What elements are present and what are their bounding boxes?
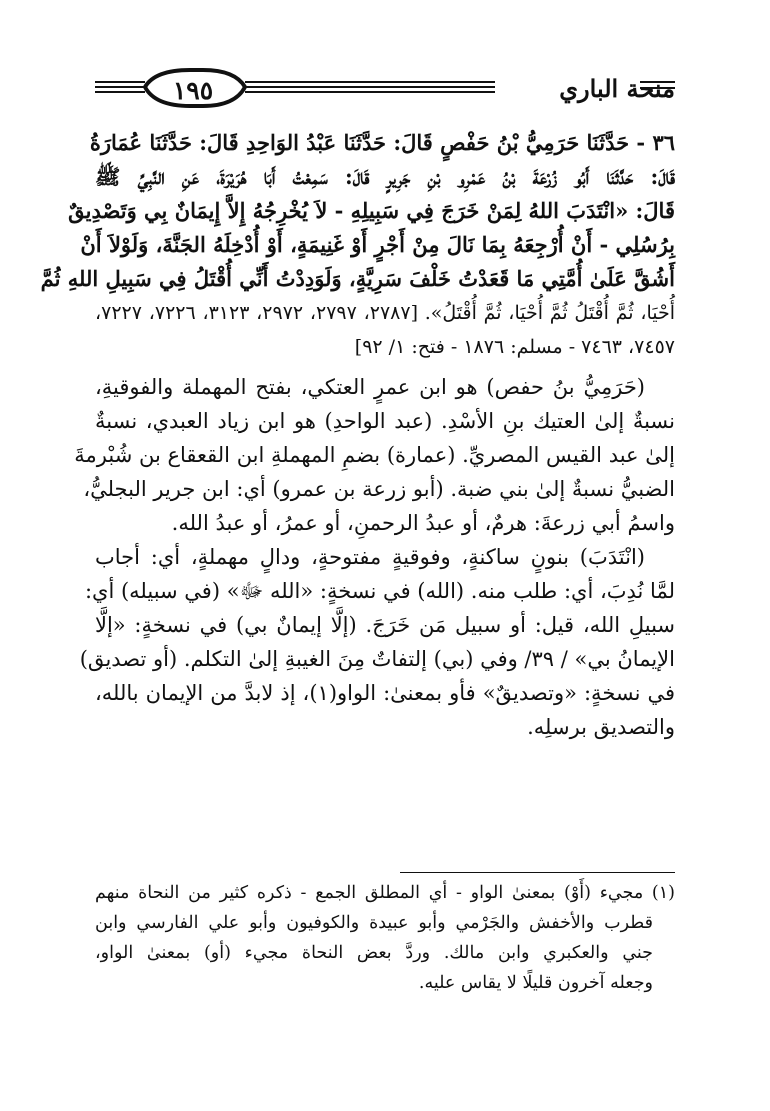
hadith-line: قَالَ: حَدَّثَنَا أَبُو زُرْعَةَ بْنُ عَمْرِو بْنِ جَرِيرٍ قَالَ: سَمِعْتُ أَبَا هُرَيْرَةَ، عَنِ النَّبِيِّ ﷺ <box>95 164 675 189</box>
commentary-text <box>74 370 675 744</box>
footnote-divider <box>400 872 675 873</box>
commentary-line: واسمُ أبي زرعةَ: هرمٌ، أو عبدُ الرحمنِ، أو عمرُ، أو عبدُ الله. <box>171 511 675 535</box>
footnote-line: قطرب والأخفش والجَرْمي وأبو عبيدة والكوفيون وأبو علي الفارسي وابن <box>95 913 653 933</box>
commentary-line: (حَرَمِيُّ بنُ حفص) هو ابن عمرٍ العتكي، بفتح المهملة والفوقيةِ، <box>95 375 645 399</box>
book-title: منحة الباري <box>559 74 675 103</box>
hadith-line: بِرُسُلِي - أَنْ أُرْجِعَهُ بِمَا نَالَ مِنْ أَجْرٍ أَوْ غَنِيمَةٍ، أَوْ أُدْخِلَهُ الجَنَّةَ، وَلَوْلاَ أَنْ <box>80 232 675 257</box>
commentary-line: في نسخةٍ: «وتصديقٌ» فأو بمعنىٰ: الواو(١)، إذ لابدَّ من الإيمان بالله، <box>95 681 675 705</box>
footnote-line: جني والعكبري وابن مالك. وردَّ بعض النحاة مجيء (أو) بمعنىٰ الواو، <box>95 943 653 963</box>
commentary-line: (انْتَدَبَ) بنونٍ ساكنةٍ، وفوقيةٍ مفتوحةٍ، ودالٍ مهملةٍ، أي: أجاب <box>95 545 645 569</box>
hadith-line: ٣٦ - حَدَّثَنَا حَرَمِيُّ بْنُ حَفْصٍ قَالَ: حَدَّثَنَا عَبْدُ الوَاحِدِ قَالَ: حَدَّثَنَا عُمَارَةُ <box>89 130 675 155</box>
commentary-line: نسبةٌ إلىٰ العتيك بنِ الأسْدِ. (عبد الواحدِ) هو ابن زياد العبدي، نسبةٌ <box>95 409 675 433</box>
commentary-line: سبيلِ الله، قيل: أو سبيل مَن خَرَجَ. (إلَّا إيمانٌ بي) في نسخةٍ: «إلَّا <box>95 613 675 637</box>
page-header <box>95 62 675 118</box>
commentary-line: إلىٰ عبد القيس المصريِّ. (عمارة) بضمِ المهملةِ ابن القعقاع بن شُبْرمةَ <box>74 443 675 467</box>
hadith-line: أُحْيَا، ثُمَّ أُقْتَلُ ثُمَّ أُحْيَا، ثُمَّ أُقْتَلُ». [٢٧٨٧، ٢٧٩٧، ٢٩٧٢، ٣١٢٣، ٧٢٢٦، ٧٢٢٧، <box>95 302 676 324</box>
commentary-line: والتصديق برسلِه. <box>527 715 675 739</box>
hadith-line: أَشُقَّ عَلَىٰ أُمَّتِي مَا قَعَدْتُ خَلْفَ سَرِيَّةٍ، وَلَوَدِدْتُ أَنِّي أُقْتَلُ فِي سَبِيلِ اللهِ ثُمَّ <box>40 266 675 291</box>
footnotes <box>95 878 675 998</box>
hadith-line: قَالَ: «انْتَدَبَ اللهُ لِمَنْ خَرَجَ فِي سَبِيلِهِ - لاَ يُخْرِجُهُ إِلاَّ إِيمَانٌ بِي وَتَصْدِيقٌ <box>68 198 675 223</box>
commentary-line: الضبيُّ نسبةٌ إلىٰ بني ضبة. (أبو زرعة بن عمرو) أي: ابن جرير البجليُّ، <box>83 477 675 501</box>
hadith-references: ٧٤٥٧، ٧٤٦٣ - مسلم: ١٨٧٦ - فتح: ١/ ٩٢] <box>354 336 675 358</box>
footnote-line: (١) مجيء (أَوْ) بمعنىٰ الواو - أي المطلق الجمع - ذكره كثير من النحاة منهم <box>95 883 675 903</box>
commentary-line: الإيمانُ بي» / ٣٩/ وفي (بي) إلتفاتٌ مِنَ الغيبةِ إلىٰ التكلم. (أو تصديق) <box>79 647 675 671</box>
hadith-text <box>40 126 676 364</box>
commentary-line: لمَّا نُدِبَ، أي: طلب منه. (الله) في نسخةٍ: «الله ﷻ» (في سبيله) أي: <box>84 579 675 603</box>
page-number: ١٩٥ <box>172 76 214 105</box>
footnote-line: وجعله آخرون قليلًا لا يقاس عليه. <box>418 973 653 993</box>
